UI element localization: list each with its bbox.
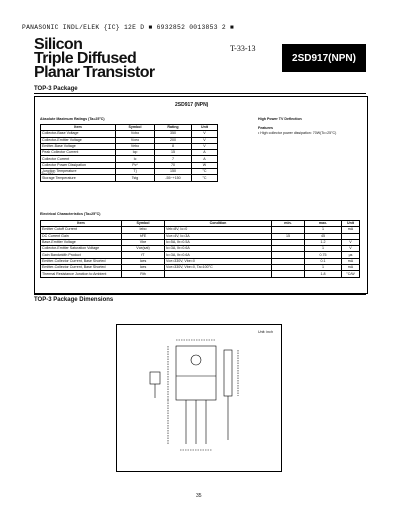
cell-symbol: Vce(sat) xyxy=(122,246,165,252)
col-item: Item xyxy=(41,125,116,131)
cell-unit: mA xyxy=(342,227,360,233)
cell-max: 1 xyxy=(305,265,342,271)
cell-item: Emitter Cutoff Current xyxy=(41,227,122,233)
cell-condition xyxy=(165,271,272,277)
col-symbol: Symbol xyxy=(122,221,165,227)
cell-rating: 350 xyxy=(155,131,192,137)
mounting-hole xyxy=(191,355,201,365)
cell-unit: A xyxy=(192,150,218,156)
cell-symbol: hFE xyxy=(122,233,165,239)
cell-rating: 8 xyxy=(155,143,192,149)
cell-item: DC Current Gain xyxy=(41,233,122,239)
cell-item: Thermal Resistance Junction to Ambient xyxy=(41,271,122,277)
cell-item: Emitter-Base Voltage xyxy=(41,143,116,149)
features-label: Features xyxy=(258,126,273,130)
cell-item: Collector Current xyxy=(41,156,116,162)
cell-max: 0.75 xyxy=(305,252,342,258)
page-number: 35 xyxy=(196,493,202,499)
cell-unit: °C/W xyxy=(342,271,360,277)
cell-rating: 15 xyxy=(155,150,192,156)
cell-condition: Vce=330V, Vbe=0, Ta=100°C xyxy=(165,265,272,271)
cell-symbol: Icp xyxy=(116,150,155,156)
cell-item: Junction Temperature xyxy=(41,169,116,175)
cell-max: 1 xyxy=(305,246,342,252)
cell-symbol: Tstg xyxy=(116,175,155,181)
cell-unit: mA xyxy=(342,265,360,271)
cell-item: Storage Temperature xyxy=(41,175,116,181)
cell-condition: Veb=8V, Ic=0 xyxy=(165,227,272,233)
cell-item: Emitter-Collector Current, Base Shorted xyxy=(41,258,122,264)
cell-symbol: Vceo xyxy=(116,137,155,143)
package-label: TOP-3 Package xyxy=(34,86,78,92)
cell-item: Peak Collector Current xyxy=(41,150,116,156)
cell-condition: Ic=5A, Ib=0.5A xyxy=(165,239,272,245)
side-view xyxy=(224,350,232,396)
dims-rule xyxy=(34,294,366,295)
cell-item: Emitter-Collector Current, Base Shorted xyxy=(41,265,122,271)
cell-max: 45 xyxy=(305,233,342,239)
dims-unit-label: Unit: inch xyxy=(258,330,273,334)
cell-symbol: Vebo xyxy=(116,143,155,149)
cell-max: 0.1 xyxy=(305,258,342,264)
col-condition: Condition xyxy=(165,221,272,227)
cell-symbol: Ices xyxy=(122,265,165,271)
col-max: max. xyxy=(305,221,342,227)
table-row xyxy=(41,175,218,181)
cell-symbol: Rth xyxy=(122,271,165,277)
cell-rating: 70 xyxy=(155,162,192,168)
handwritten-note: T-33-13 xyxy=(230,44,256,53)
cell-rating: 200 xyxy=(155,137,192,143)
product-title xyxy=(34,38,155,80)
cell-unit: A xyxy=(192,156,218,162)
cell-symbol: Tj xyxy=(116,169,155,175)
cell-item: Collector-Emitter Voltage xyxy=(41,137,116,143)
cell-item: Collector Power Dissipation xyxy=(41,162,116,168)
feature-item: • High collector power dissipation: 70W(Tc=25°C) xyxy=(258,131,337,135)
cell-unit: V xyxy=(342,239,360,245)
title-line-2: Triple Diffused xyxy=(34,50,137,67)
cell-symbol: Iebo xyxy=(122,227,165,233)
cell-min xyxy=(272,271,305,277)
cell-item: Collector-Emitter Saturation Voltage xyxy=(41,246,122,252)
cell-item: Base-Emitter Voltage xyxy=(41,239,122,245)
cell-unit: V xyxy=(192,143,218,149)
col-item: Item xyxy=(41,221,122,227)
cell-unit: mA xyxy=(342,258,360,264)
application-title: High Power TV Deflection xyxy=(258,117,302,121)
cell-min: 15 xyxy=(272,233,305,239)
cell-max: 1.2 xyxy=(305,239,342,245)
cell-condition: Ic=3A, Ib=0.6A xyxy=(165,252,272,258)
dims-title: TOP-3 Package Dimensions xyxy=(34,297,114,303)
cell-unit: V xyxy=(192,137,218,143)
center-part-title: 2SD917 (NPN) xyxy=(175,102,209,108)
cell-symbol: Vcbo xyxy=(116,131,155,137)
cell-symbol: fT xyxy=(122,252,165,258)
cell-unit: °C xyxy=(192,175,218,181)
cell-unit: V xyxy=(342,246,360,252)
abs-max-table xyxy=(40,124,218,182)
col-symbol: Symbol xyxy=(116,125,155,131)
cell-symbol: Ices xyxy=(122,258,165,264)
top-rule xyxy=(34,93,366,94)
cell-max: 1.8 xyxy=(305,271,342,277)
title-line-1: Silicon xyxy=(34,36,83,53)
col-min: min. xyxy=(272,221,305,227)
cell-symbol: Vbe xyxy=(122,239,165,245)
col-rating: Rating xyxy=(155,125,192,131)
scan-header: PANASONIC INDL/ELEK {IC} 12E D ■ 6932852 0013853 2 ■ xyxy=(22,24,235,31)
title-line-3: Planar Transistor xyxy=(34,64,155,81)
cell-item: Gain Bandwidth Product xyxy=(41,252,122,258)
cell-unit: V xyxy=(192,131,218,137)
part-number: 2SD917(NPN) xyxy=(292,52,356,64)
elec-title: Electrical Characteristics (Ta=25°C) xyxy=(40,212,101,216)
elec-table xyxy=(40,220,360,278)
cell-condition: Vce=4V, Ic=3A xyxy=(165,233,272,239)
cell-symbol: Ic xyxy=(116,156,155,162)
cell-condition: Vce=330V, Vbe=0 xyxy=(165,258,272,264)
cell-condition: Ic=3A, Ib=0.6A xyxy=(165,246,272,252)
abs-max-title: Absolute Maximum Ratings (Ta=25°C) xyxy=(40,117,105,121)
cell-item: Collector-Base Voltage xyxy=(41,131,116,137)
col-unit: Unit xyxy=(342,221,360,227)
part-number-badge xyxy=(282,44,366,72)
cell-rating: 7 xyxy=(155,156,192,162)
cell-max: 1 xyxy=(305,227,342,233)
package-outline-drawing xyxy=(140,336,250,464)
cell-unit: μs xyxy=(342,252,360,258)
col-unit: Unit xyxy=(192,125,218,131)
table-row xyxy=(41,271,360,277)
cell-unit: W xyxy=(192,162,218,168)
cell-unit: °C xyxy=(192,169,218,175)
package-body xyxy=(176,346,216,400)
cell-rating: 150 xyxy=(155,169,192,175)
abs-max-footnote: *Tc=25°C xyxy=(40,172,56,176)
cell-symbol: Pc* xyxy=(116,162,155,168)
cell-rating: -55~+150 xyxy=(155,175,192,181)
